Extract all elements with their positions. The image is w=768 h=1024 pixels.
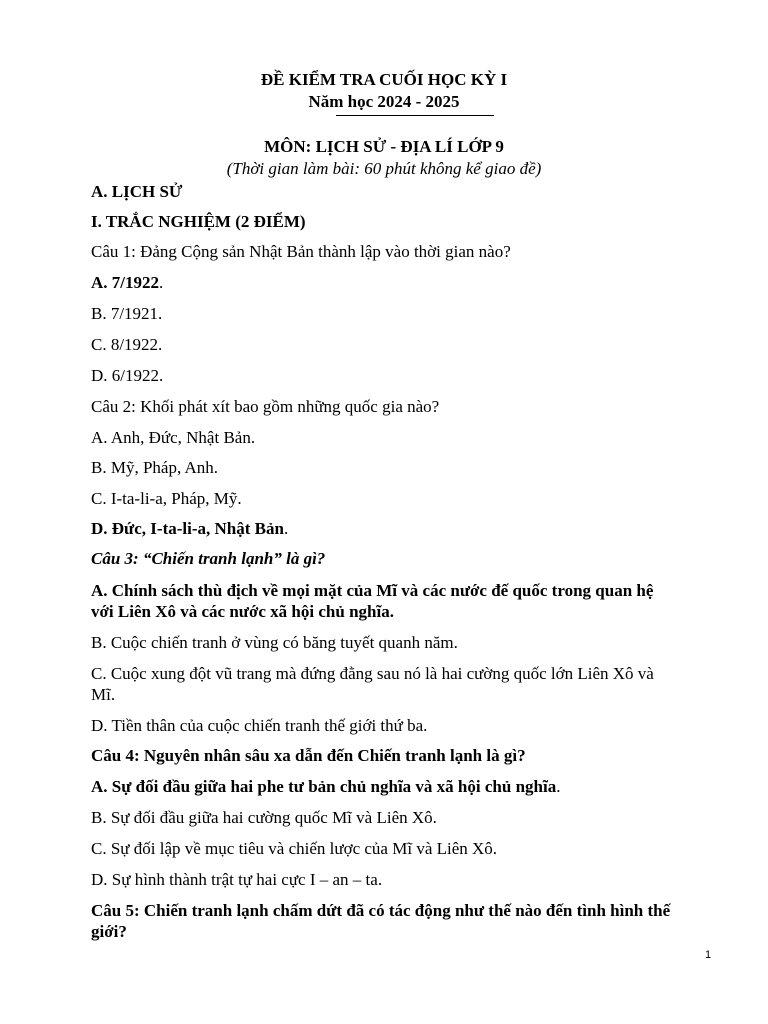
q2-option-d-text: D. Đức, I-ta-li-a, Nhật Bản [91, 519, 284, 538]
q4-option-a [91, 776, 731, 798]
q1-option-d: D. 6/1922. [91, 366, 164, 385]
q4-option-d: D. Sự hình thành trật tự hai cực I – an – ta. [91, 870, 383, 889]
q3-option-a-line1: A. Chính sách thù địch về mọi mặt của Mĩ và các nước đế quốc trong quan hệ [91, 581, 654, 600]
q3-option-d: D. Tiền thân của cuộc chiến tranh thế giới thứ ba. [91, 716, 428, 735]
q1-option-a-text: A. 7/1922 [91, 273, 159, 292]
q1-option-a [91, 272, 731, 294]
question-3: Câu 3: “Chiến tranh lạnh” là gì? [91, 549, 326, 568]
q4-option-a-text: A. Sự đối đầu giữa hai phe tư bản chủ nghĩa và xã hội chủ nghĩa [91, 777, 557, 796]
q3-option-a-line2: với Liên Xô và các nước xã hội chủ nghĩa. [91, 602, 394, 621]
q3-option-b: B. Cuộc chiến tranh ở vùng có băng tuyết quanh năm. [91, 633, 458, 652]
q2-option-d [91, 518, 731, 540]
time-note: (Thời gian làm bài: 60 phút không kể giao đề) [226, 159, 542, 178]
question-5-line2: giới? [91, 922, 127, 941]
question-2: Câu 2: Khối phát xít bao gồm những quốc gia nào? [91, 397, 440, 416]
page-number: 1 [705, 949, 712, 961]
exam-title: ĐỀ KIỂM TRA CUỐI HỌC KỲ I [260, 70, 508, 89]
q1-option-a-period: . [159, 273, 164, 292]
question-5-line1: Câu 5: Chiến tranh lạnh chấm dứt đã có tác động như thế nào đến tình hình thế [91, 901, 671, 920]
part-heading: I. TRẮC NGHIỆM (2 ĐIỂM) [91, 212, 306, 231]
subject-heading: MÔN: LỊCH SỬ - ĐỊA LÍ LỚP 9 [264, 137, 504, 156]
q2-option-b: B. Mỹ, Pháp, Anh. [91, 458, 219, 477]
q1-option-c: C. 8/1922. [91, 335, 163, 354]
school-year: Năm học 2024 - 2025 [308, 92, 460, 111]
question-4: Câu 4: Nguyên nhân sâu xa dẫn đến Chiến tranh lạnh là gì? [91, 746, 526, 765]
q4-option-c: C. Sự đối lập về mục tiêu và chiến lược của Mĩ và Liên Xô. [91, 839, 498, 858]
q3-option-c-line2: Mĩ. [91, 685, 116, 704]
q2-option-a: A. Anh, Đức, Nhật Bản. [91, 428, 256, 447]
q2-option-d-period: . [283, 519, 289, 538]
q4-option-a-period: . [556, 777, 561, 796]
q1-option-b: B. 7/1921. [91, 304, 163, 323]
q4-option-b: B. Sự đối đầu giữa hai cường quốc Mĩ và Liên Xô. [91, 808, 437, 827]
q2-option-c: C. I-ta-li-a, Pháp, Mỹ. [91, 489, 242, 508]
q3-option-c-line1: C. Cuộc xung đột vũ trang mà đứng đằng sau nó là hai cường quốc lớn Liên Xô và [91, 664, 654, 683]
question-1: Câu 1: Đảng Cộng sản Nhật Bản thành lập vào thời gian nào? [91, 242, 511, 261]
section-heading: A. LỊCH SỬ [91, 182, 183, 201]
title-underline [336, 115, 494, 116]
